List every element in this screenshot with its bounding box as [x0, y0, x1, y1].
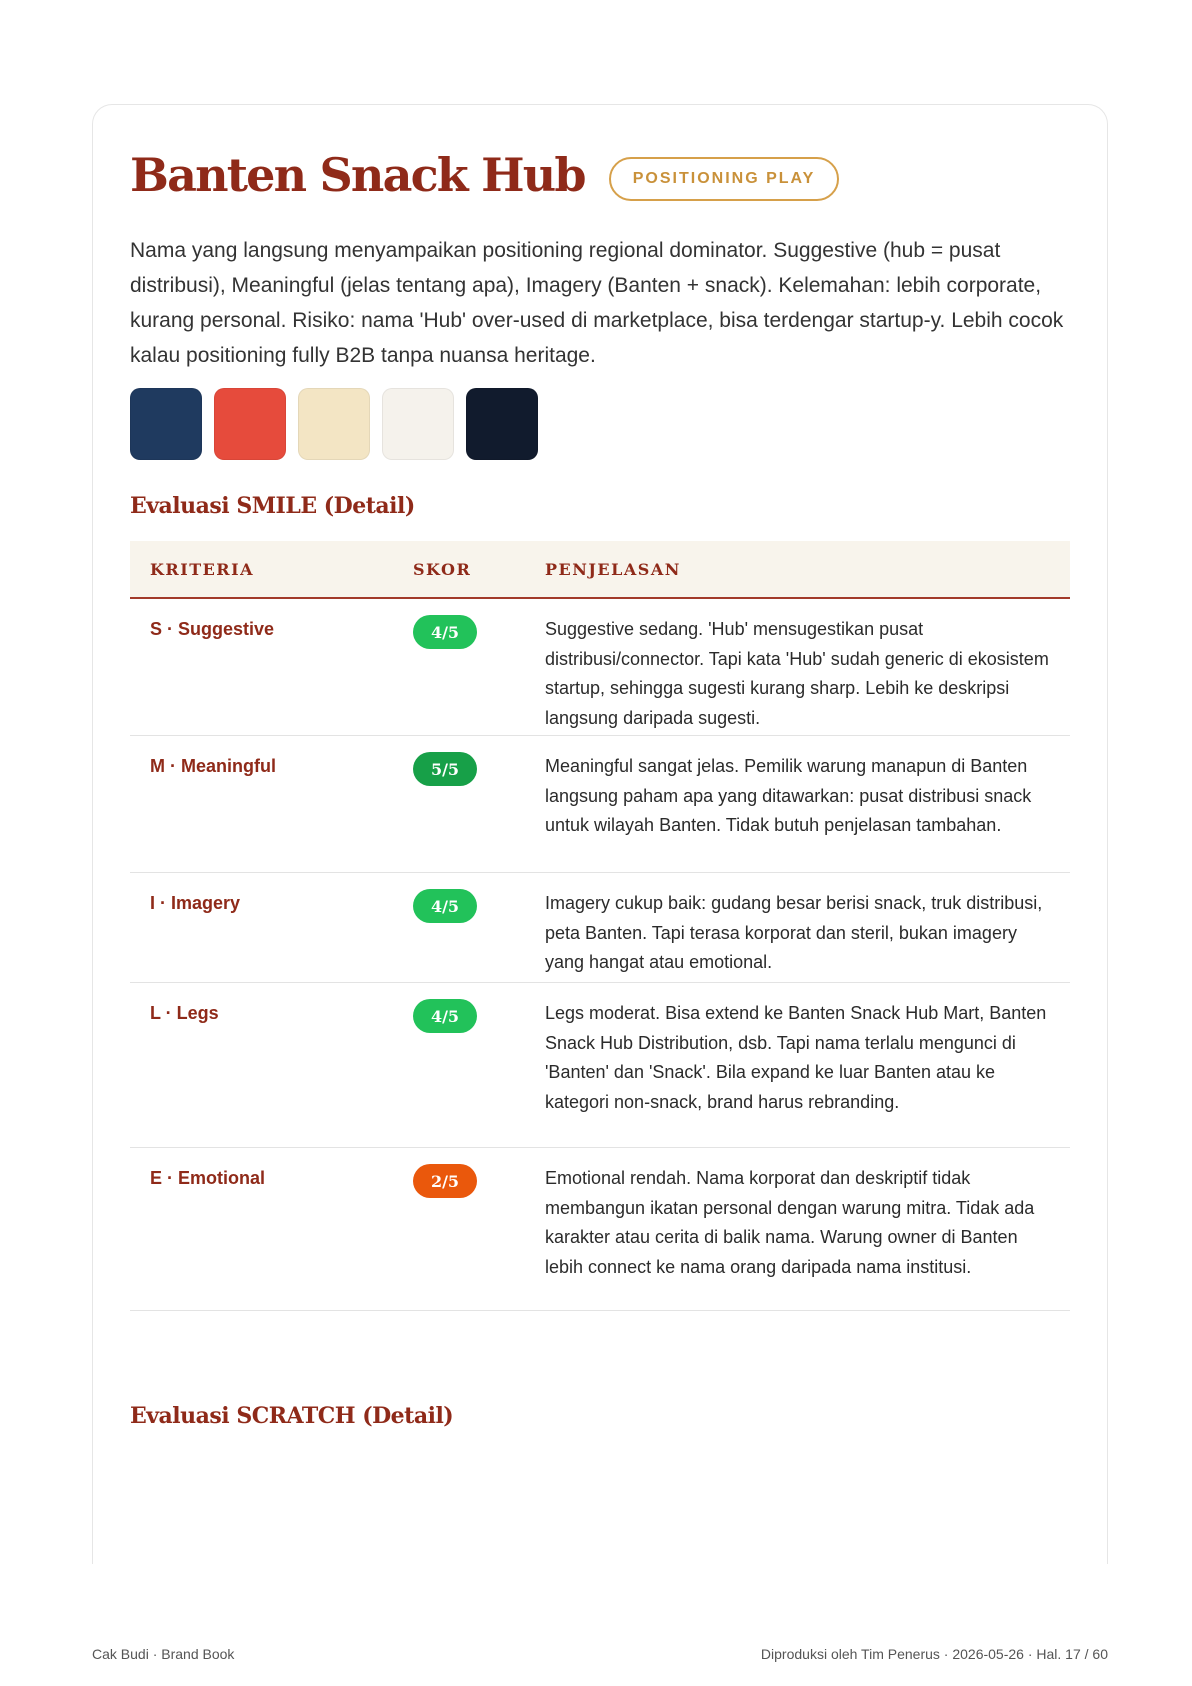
page-title: Banten Snack Hub: [130, 148, 585, 202]
criteria-label: E · Emotional: [150, 1168, 266, 1188]
header-penjelasan: PENJELASAN: [545, 559, 681, 579]
criteria-label: I · Imagery: [150, 893, 241, 913]
score-badge: 2/5: [413, 1164, 477, 1198]
table-row: [130, 873, 1070, 983]
candidate-description: Nama yang langsung menyampaikan positioning regional dominator. Suggestive (hub = pusat distribusi), Meaningful (jelas tentang apa), Imagery (Banten + snack). Kelemahan: lebih corporate, kurang personal. Risiko: nama 'Hub' over-used di marketplace, bisa terdengar startup-y. Lebih cocok kalau positioning fully B2B tanpa nuansa heritage.: [130, 239, 1064, 367]
criteria-explanation: Legs moderat. Bisa extend ke Banten Snack Hub Mart, Banten Snack Hub Distribution, dsb. Tapi nama terlalu mengunci di 'Banten' dan 'Snack'. Bila expand ke luar Banten atau ke kategori non-snack, brand harus rebranding.: [545, 1003, 1047, 1112]
criteria-explanation: Emotional rendah. Nama korporat dan deskriptif tidak membangun ikatan personal dengan warung mitra. Tidak ada karakter atau cerita di balik nama. Warung owner di Banten lebih connect ke nama orang daripada nama institusi.: [545, 1168, 1035, 1277]
criteria-label: L · Legs: [150, 1003, 219, 1023]
criteria-explanation: Imagery cukup baik: gudang besar berisi snack, truk distribusi, peta Banten. Tapi terasa korporat dan steril, bukan imagery yang hangat atau emotional.: [545, 893, 1043, 972]
footer-left: Cak Budi · Brand Book: [92, 1646, 235, 1662]
color-swatch-red: [214, 388, 286, 460]
smile-table: [130, 541, 1070, 1311]
header-skor: SKOR: [413, 559, 472, 579]
color-palette: [130, 388, 538, 460]
table-row: [130, 736, 1070, 873]
color-swatch-cream: [298, 388, 370, 460]
color-swatch-offwhite: [382, 388, 454, 460]
score-badge: 4/5: [413, 889, 477, 923]
score-badge: 5/5: [413, 752, 477, 786]
table-row: [130, 599, 1070, 736]
smile-section-title: Evaluasi SMILE (Detail): [130, 493, 415, 519]
criteria-label: M · Meaningful: [150, 756, 276, 776]
score-badge: 4/5: [413, 615, 477, 649]
color-swatch-midnight: [466, 388, 538, 460]
criteria-explanation: Suggestive sedang. 'Hub' mensugestikan pusat distribusi/connector. Tapi kata 'Hub' sudah generic di ekosistem startup, sehingga sugesti kurang sharp. Lebih ke deskripsi langsung daripada sugesti.: [545, 619, 1049, 728]
scratch-section-title: Evaluasi SCRATCH (Detail): [130, 1403, 454, 1429]
header-kriteria: KRITERIA: [150, 559, 254, 579]
positioning-badge: POSITIONING PLAY: [609, 157, 840, 201]
color-swatch-navy: [130, 388, 202, 460]
table-row: [130, 1148, 1070, 1311]
table-row: [130, 983, 1070, 1148]
title-row: [130, 149, 839, 201]
criteria-explanation: Meaningful sangat jelas. Pemilik warung manapun di Banten langsung paham apa yang ditawarkan: pusat distribusi snack untuk wilayah Banten. Tidak butuh penjelasan tambahan.: [545, 756, 1032, 835]
name-candidate-card: [92, 104, 1108, 1564]
footer-right: Diproduksi oleh Tim Penerus · 2026-05-26 · Hal. 17 / 60: [760, 1646, 1108, 1662]
criteria-label: S · Suggestive: [150, 619, 275, 639]
score-badge: 4/5: [413, 999, 477, 1033]
table-header: [130, 541, 1070, 599]
